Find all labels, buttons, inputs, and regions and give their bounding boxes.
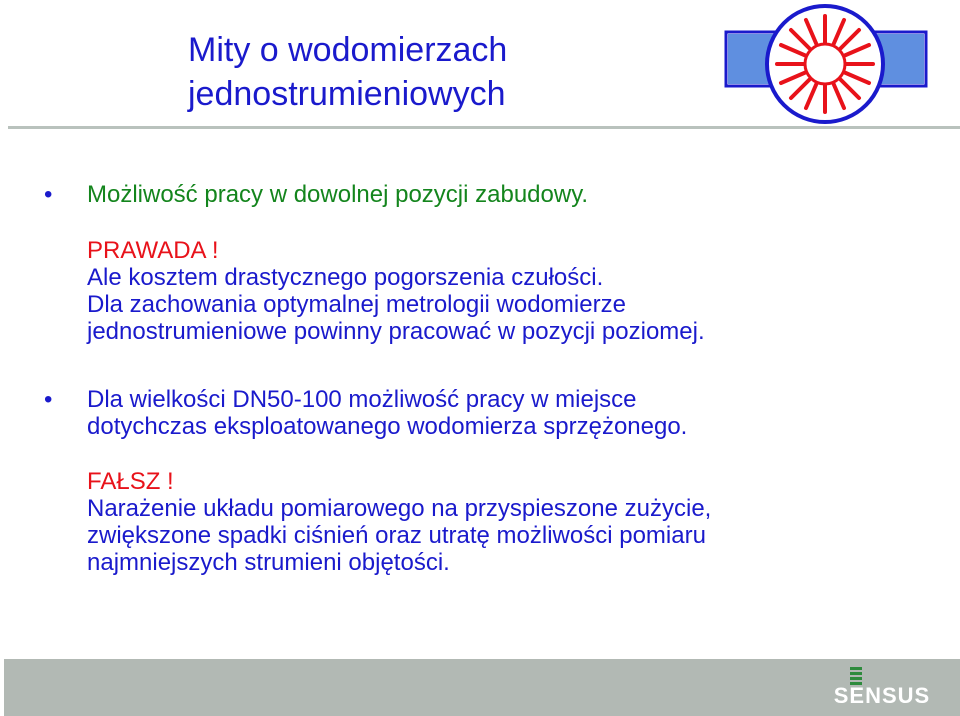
answer-1-line-3: jednostrumieniowe powinny pracować w pozycji poziomej. xyxy=(87,318,705,345)
slide-title-line-1: Mity o wodomierzach xyxy=(188,31,508,69)
answer-2-line-3: najmniejszych strumieni objętości. xyxy=(87,549,450,576)
answer-2 xyxy=(87,468,711,576)
answer-2-line-1: Narażenie układu pomiarowego na przyspieszone zużycie, xyxy=(87,495,712,522)
sensus-logo xyxy=(820,666,944,706)
title-divider xyxy=(8,126,960,129)
claim-1-text: Możliwość pracy w dowolnej pozycji zabudowy. xyxy=(87,181,589,208)
slide-title-line-2: jednostrumieniowych xyxy=(188,75,506,113)
answer-1 xyxy=(87,237,705,345)
claim-2 xyxy=(87,386,687,440)
footer-bar xyxy=(4,659,960,716)
answer-2-line-2: zwiększone spadki ciśnień oraz utratę możliwości pomiaru xyxy=(87,522,706,549)
answer-1-line-1: Ale kosztem drastycznego pogorszenia czułości. xyxy=(87,264,604,291)
claim-2-line-2: dotychczas eksploatowanego wodomierza sprzężonego. xyxy=(87,413,688,440)
sensus-logo-text: SENSUS xyxy=(833,683,931,706)
bullet-marker: • xyxy=(44,181,53,208)
answer-1-line-2: Dla zachowania optymalnej metrologii wodomierze xyxy=(87,291,626,318)
answer-2-verdict: FAŁSZ ! xyxy=(87,468,174,495)
single-jet-meter-diagram xyxy=(722,2,928,124)
bullet-marker: • xyxy=(44,386,53,413)
slide-title xyxy=(188,28,507,116)
answer-1-verdict: PRAWADA ! xyxy=(87,237,219,264)
claim-1 xyxy=(87,181,588,208)
claim-2-line-1: Dla wielkości DN50-100 możliwość pracy w miejsce xyxy=(87,386,637,413)
